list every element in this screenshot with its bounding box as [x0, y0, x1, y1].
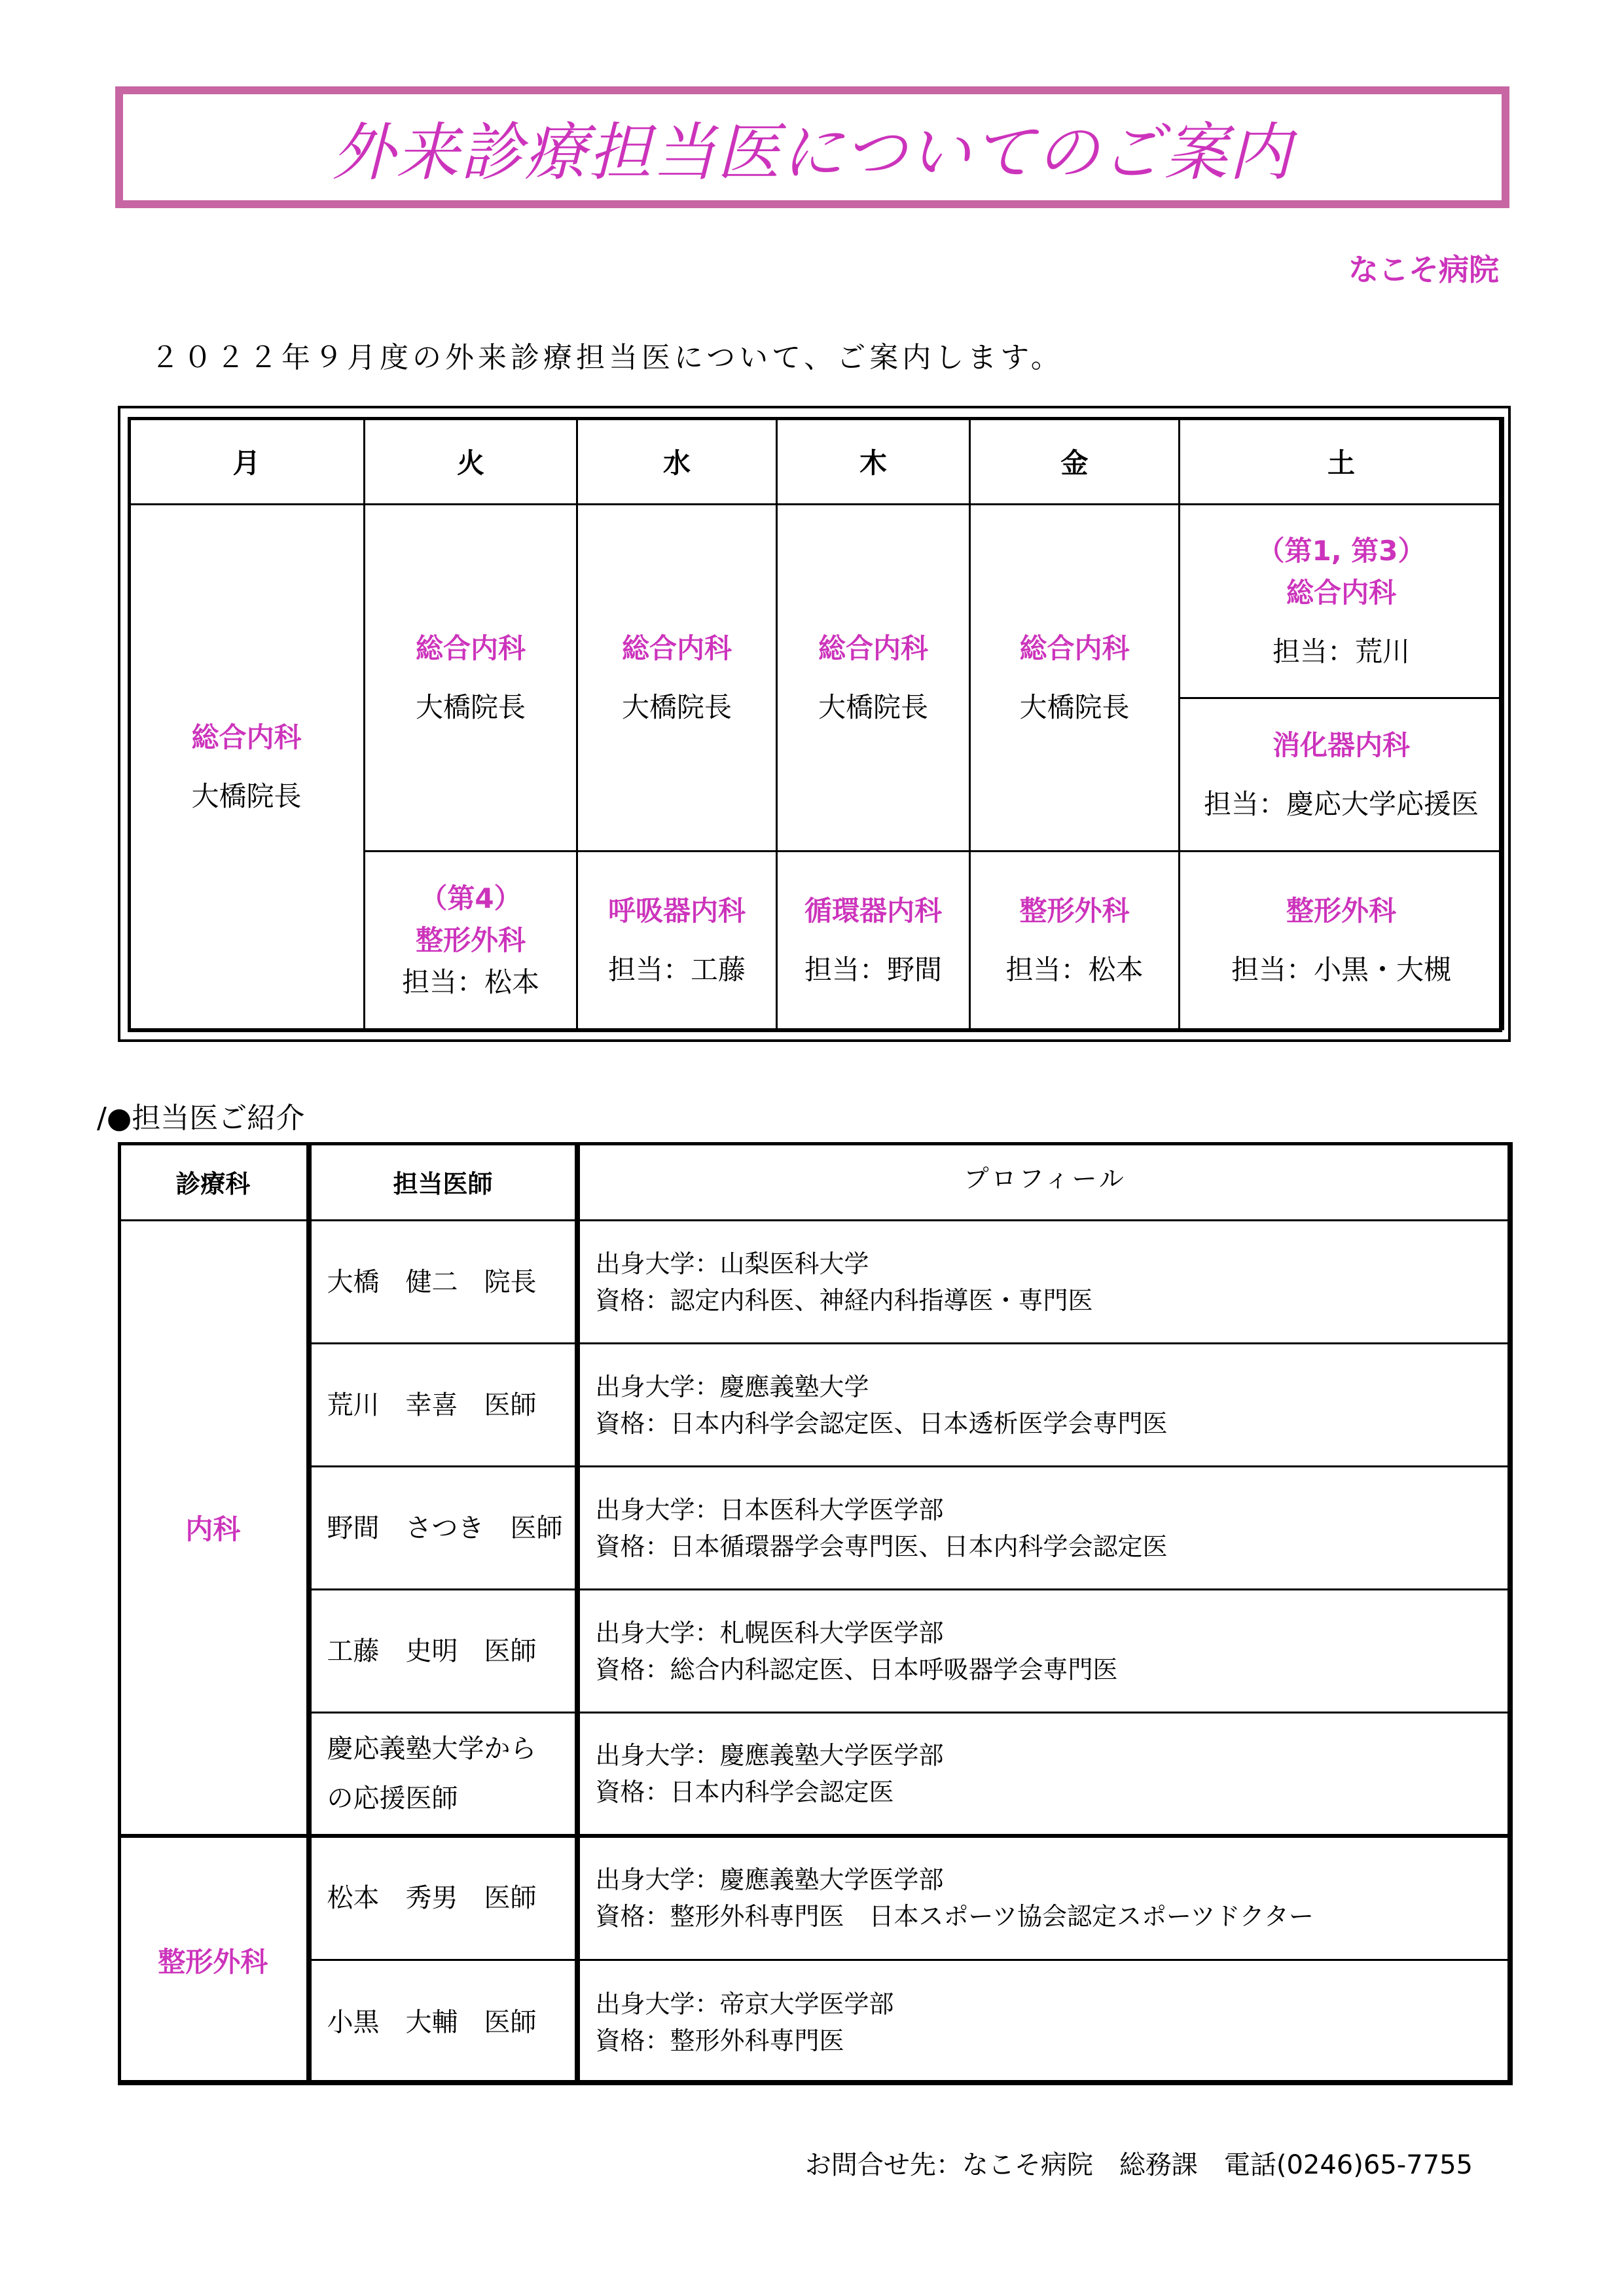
- cell-thu-pm: [777, 852, 970, 1030]
- profile-university: 出身大学：慶應義塾大学: [595, 1372, 869, 1401]
- profile-university: 出身大学：慶應義塾大学医学部: [595, 1740, 944, 1770]
- doctor-label: 担当：荒川: [1272, 635, 1410, 668]
- dept-label: 整形外科: [415, 924, 526, 956]
- dept-label: 呼吸器内科: [607, 894, 746, 927]
- profile-qualification: 資格：整形外科専門医: [595, 2026, 844, 2055]
- day-tue: 火: [365, 418, 577, 505]
- cell-mon: [129, 505, 365, 1030]
- doctor-label: 担当：慶応大学応援医: [1203, 787, 1479, 820]
- dept-label: 総合内科: [818, 632, 928, 664]
- schedule-header-row: [129, 418, 1504, 505]
- cell-sat-1: [1180, 505, 1504, 698]
- doctor-label: 大橋院長: [415, 691, 526, 723]
- cell-tue-am: [365, 505, 577, 852]
- cell-tue-pm: [365, 852, 577, 1030]
- doctor-profile: [577, 1221, 1512, 1344]
- doctor-label: 担当：野間: [804, 953, 942, 986]
- dept-internal: 内科: [119, 1221, 309, 1836]
- dept-label: 整形外科: [1019, 894, 1130, 927]
- profile-qualification: 資格：総合内科認定医、日本呼吸器学会専門医: [595, 1655, 1118, 1684]
- profile-university: 出身大学：山梨医科大学: [595, 1249, 869, 1278]
- day-thu: 木: [777, 418, 970, 505]
- header-profile: プロフィール: [577, 1143, 1512, 1221]
- table-row: [119, 1713, 1512, 1836]
- doctor-profile: [577, 1590, 1512, 1713]
- doctor-name: [309, 1713, 577, 1836]
- doctor-profile: [577, 1344, 1512, 1467]
- cell-wed-am: [577, 505, 777, 852]
- doctor-label: 大橋院長: [621, 691, 732, 723]
- cell-fri-am: [970, 505, 1180, 852]
- section-title: /●担当医ご紹介: [97, 1102, 305, 1135]
- profile-qualification: 資格：日本内科学会認定医、日本透析医学会専門医: [595, 1408, 1168, 1438]
- dept-ortho: 整形外科: [119, 1836, 309, 2085]
- intro-text: ２０２２年９月度の外来診療担当医について、ご案内します。: [151, 341, 1064, 374]
- profile-university: 出身大学：日本医科大学医学部: [595, 1495, 944, 1524]
- doctor-label: 担当：松本: [401, 965, 539, 998]
- table-row: [119, 1221, 1512, 1344]
- page-title: 外来診療担当医についてのご案内: [331, 115, 1293, 189]
- cell-thu-am: [777, 505, 970, 852]
- hospital-name: なこそ病院: [1348, 252, 1499, 287]
- cell-sat-2: [1180, 698, 1504, 852]
- profile-qualification: 資格：日本循環器学会専門医、日本内科学会認定医: [595, 1532, 1168, 1561]
- header-dept: 診療科: [119, 1143, 309, 1221]
- doctor-name: 工藤 史明 医師: [309, 1590, 577, 1713]
- table-row: [119, 1836, 1512, 1960]
- table-row: [119, 1344, 1512, 1467]
- doctor-name: 大橋 健二 院長: [309, 1221, 577, 1344]
- doctor-profile: [577, 1836, 1512, 1960]
- day-mon: 月: [129, 418, 365, 505]
- schedule-table: [128, 417, 1504, 1030]
- doctor-profile: [577, 1713, 1512, 1836]
- title-banner: [115, 86, 1509, 208]
- doctor-label: 大橋院長: [1019, 691, 1130, 723]
- cell-fri-pm: [970, 852, 1180, 1030]
- dept-label: 総合内科: [1019, 632, 1130, 664]
- table-row: [119, 1960, 1512, 2085]
- profile-qualification: 資格：日本内科学会認定医: [595, 1777, 894, 1806]
- cell-sat-pm: [1180, 852, 1504, 1030]
- dept-label: 総合内科: [191, 721, 302, 753]
- day-sat: 土: [1180, 418, 1504, 505]
- table-row: [119, 1590, 1512, 1713]
- schedule-note: （第4）: [420, 882, 522, 914]
- doctor-name: 荒川 幸喜 医師: [309, 1344, 577, 1467]
- header-doctor: 担当医師: [309, 1143, 577, 1221]
- day-fri: 金: [970, 418, 1180, 505]
- contact-footer: お問合せ先：なこそ病院 総務課 電話(0246)65-7755: [804, 2150, 1473, 2180]
- doctor-name: 松本 秀男 医師: [309, 1836, 577, 1960]
- table-row: [119, 1467, 1512, 1590]
- dept-label: 整形外科: [1286, 894, 1396, 927]
- doctor-profile: [577, 1467, 1512, 1590]
- dept-label: 循環器内科: [804, 894, 942, 927]
- profile-header-row: [119, 1143, 1512, 1221]
- doctor-profile: [577, 1960, 1512, 2085]
- doctor-label: 担当：松本: [1005, 953, 1144, 986]
- doctor-name: 小黒 大輔 医師: [309, 1960, 577, 2085]
- dept-label: 総合内科: [621, 632, 732, 664]
- profile-table: [118, 1142, 1513, 2085]
- profile-qualification: 資格：認定内科医、神経内科指導医・専門医: [595, 1285, 1093, 1315]
- dept-label: 総合内科: [1286, 576, 1396, 609]
- day-wed: 水: [577, 418, 777, 505]
- doctor-name-line1: 慶応義塾大学から: [327, 1733, 537, 1764]
- doctor-name-line2: の応援医師: [327, 1783, 458, 1814]
- doctor-label: 担当：小黒・大槻: [1231, 953, 1451, 986]
- doctor-label: 大橋院長: [191, 780, 302, 812]
- dept-label: 総合内科: [415, 632, 526, 664]
- dept-label: 消化器内科: [1272, 728, 1410, 761]
- doctor-name: 野間 さつき 医師: [309, 1467, 577, 1590]
- doctor-label: 担当：工藤: [607, 953, 746, 986]
- schedule-note: （第1, 第3）: [1257, 534, 1426, 567]
- doctor-label: 大橋院長: [818, 691, 928, 723]
- cell-wed-pm: [577, 852, 777, 1030]
- profile-university: 出身大学：帝京大学医学部: [595, 1989, 894, 2018]
- profile-university: 出身大学：札幌医科大学医学部: [595, 1618, 944, 1647]
- profile-university: 出身大学：慶應義塾大学医学部: [595, 1865, 944, 1895]
- profile-qualification: 資格：整形外科専門医 日本スポーツ協会認定スポーツドクター: [595, 1902, 1314, 1931]
